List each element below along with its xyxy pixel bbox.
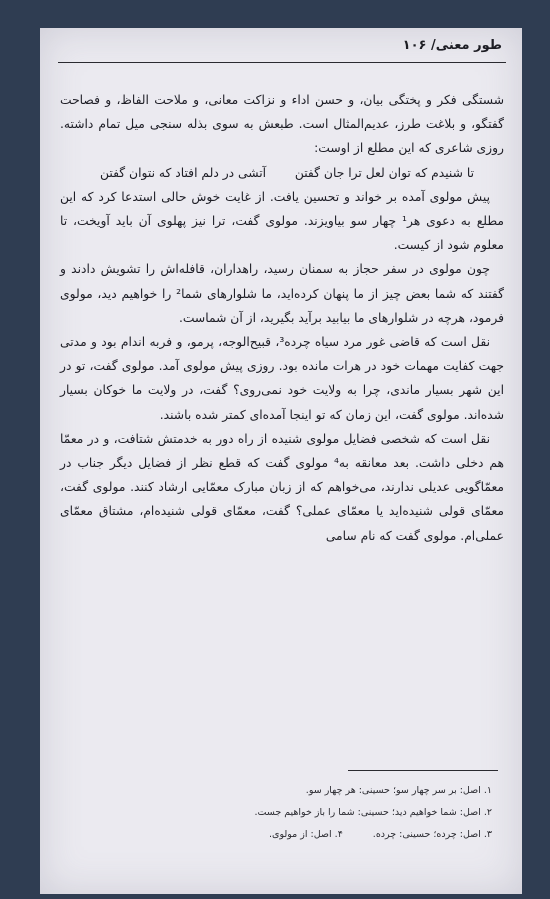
running-head: طور معنی/ ۱۰۶ — [402, 38, 502, 53]
book-page — [40, 28, 522, 894]
page-body — [60, 88, 504, 548]
footnote-4: ۴. اصل: از مولوی. — [269, 829, 343, 840]
footnote-rule — [348, 770, 498, 771]
paragraph-3: چون مولوی در سفر حجاز به سمنان رسید، راهداران، قافله‌اش را تشویش دادند و گفتند که شما بعض چیز از ما پنهان کرده‌اید، ما شلوارهای شما² را خواهیم دید، مولوی فرمود، هرچه در شلوارهای ما بیابید برآید بگیرید، از آن شماست. — [60, 262, 504, 325]
footnote-1: ۱. اصل: بر سر چهار سو؛ حسینی: هر چهار سو. — [305, 785, 492, 796]
paragraph-2: پیش مولوی آمده بر خواند و تحسین یافت. از غایت خوش حالی استدعا کرد که این مطلع به دعوی هر¹ چهار سو بیاویزند. مولوی گفت، ترا نیز پهلوی آن باید آویخت، تا معلوم شود از کیست. — [60, 189, 504, 253]
paragraph-1: شستگی فکر و پختگی بیان، و حسن اداء و نزاکت معانی، و ملاحت الفاظ، و فصاحت گفتگو، و بلاغت طرز، عدیم‌المثال است. طبعش به سوی بذله سنجی میل تمام داشته. روزی شاعری که این مطلع از اوست: — [60, 93, 504, 156]
verse-line — [60, 161, 504, 185]
footnote-3: ۳. اصل: چرده؛ حسینی: چرده. — [372, 829, 492, 840]
header-rule — [58, 62, 506, 63]
paragraph-5: نقل است که شخصی فضایل مولوی شنیده از راه دور به خدمتش شتافت، و در معمّا هم دخلی داشت. بعد معانقه به⁴ مولوی گفت که قطع نظر از فضایل دیگر جناب در معمّاگویی عدیلی ندارند، می‌خواهم که از زبان مبارک معمّایی ارشاد کنند. مولوی گفت، معمّای قولی شنیده‌اید یا معمّای عملی؟ گفت، معمّای قولی شنیده‌ام، مشتاق معمّای عملی‌ام. مولوی گفت که نام سامی — [60, 431, 504, 543]
paragraph-4: نقل است که قاضی غور مرد سیاه چرده³، قبیح‌الوجه، پرمو، و فربه اندام بود و مدتی جهت کفایت مهمات خود در هرات مانده بود. روزی پیش مولوی آمد. مولوی گفت، تو در این شهر بسیار ماندی، چرا به ولایت خود نمی‌روی؟ گفت، در ولایت ما خوکان بسیار شده‌اند. مولوی گفت، این زمان که تو اینجا آمده‌ای کمتر شده باشند. — [60, 335, 504, 422]
verse-right-hemistich: تا شنیدم که توان لعل ترا جان گفتن — [294, 165, 474, 180]
verse-left-hemistich: آتشی در دلم افتاد که نتوان گفتن — [100, 165, 267, 180]
footnote-2: ۲. اصل: شما خواهیم دید؛ حسینی: شما را باز خواهیم جست. — [254, 807, 492, 818]
footnotes — [72, 780, 492, 846]
footnote-row — [72, 824, 492, 846]
